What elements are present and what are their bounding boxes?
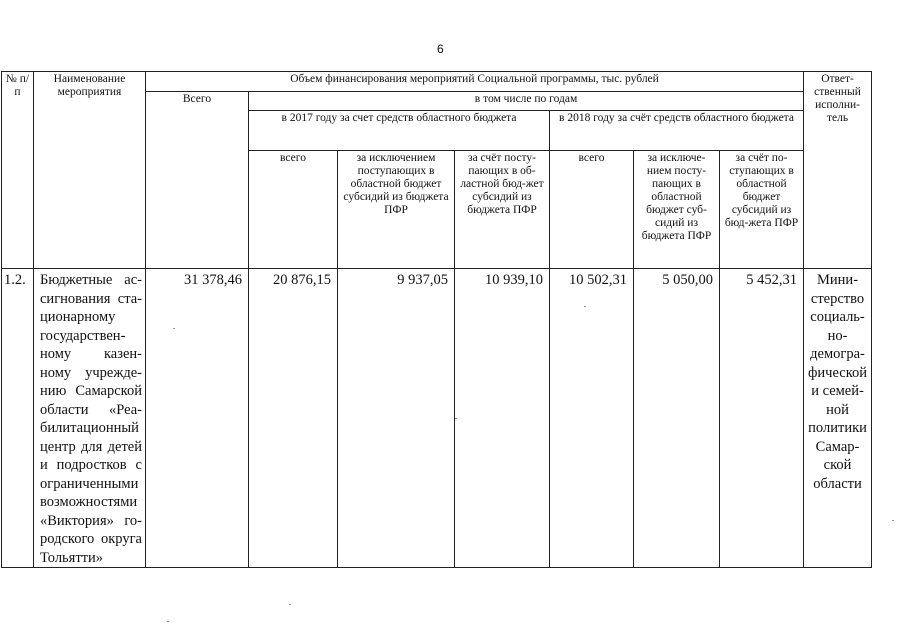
row-total: 31 378,46 (146, 269, 249, 568)
row-2017-all: 20 876,15 (249, 269, 338, 568)
page-number: 6 (437, 42, 444, 56)
scan-speck (584, 306, 586, 307)
row-2018-all: 10 502,31 (550, 269, 634, 568)
table-row (2, 269, 872, 568)
header-by-years: в том числе по годам (249, 92, 804, 111)
scan-speck (892, 520, 894, 521)
row-no: 1.2. (2, 269, 34, 568)
row-2017-incl: 10 939,10 (455, 269, 550, 568)
scan-speck (173, 328, 175, 329)
scan-speck (289, 604, 291, 605)
scan-speck (167, 621, 169, 622)
scan-speck (455, 418, 457, 419)
header-no: № п/п (2, 72, 34, 269)
header-name: Наименование мероприятия (34, 72, 146, 269)
header-total: Всего (146, 92, 249, 269)
row-2017-excl: 9 937,05 (338, 269, 455, 568)
header-2018-excl: за исключе-нием посту-пающих в областной бюджет суб-сидий из бюджета ПФР (634, 151, 720, 269)
header-2017-all: всего (249, 151, 338, 269)
header-2017-excl: за исключением поступающих в областной бюджет субсидий из бюджета ПФР (338, 151, 455, 269)
header-2018-all: всего (550, 151, 634, 269)
header-responsible: Ответ-ственный исполни-тель (804, 72, 872, 269)
row-2018-excl: 5 050,00 (634, 269, 720, 568)
header-funding: Объем финансирования мероприятий Социальной программы, тыс. рублей (146, 72, 804, 92)
funding-table (1, 71, 872, 568)
header-2017-incl: за счёт посту-пающих в об-ластной бюд-жет субсидий из бюджета ПФР (455, 151, 550, 269)
header-2018-incl: за счёт по-ступающих в областной бюджет субсидий из бюд-жета ПФР (720, 151, 804, 269)
header-year-2018: в 2018 году за счёт средств областного бюджета (550, 111, 804, 151)
header-year-2017: в 2017 году за счет средств областного бюджета (249, 111, 550, 151)
row-name: Бюджетные ас-сигнования ста-ционарному государствен-ному казен-ному учрежде-нию Самарской области «Реа-билитационный центр для детей и подростков с ограниченными возможностями «Виктория» го-родского округа Тольятти» (34, 269, 146, 568)
row-responsible: Мини-стерство социаль-но-демогра-фической и семей-ной политики Самар-ской области (804, 269, 872, 568)
row-2018-incl: 5 452,31 (720, 269, 804, 568)
